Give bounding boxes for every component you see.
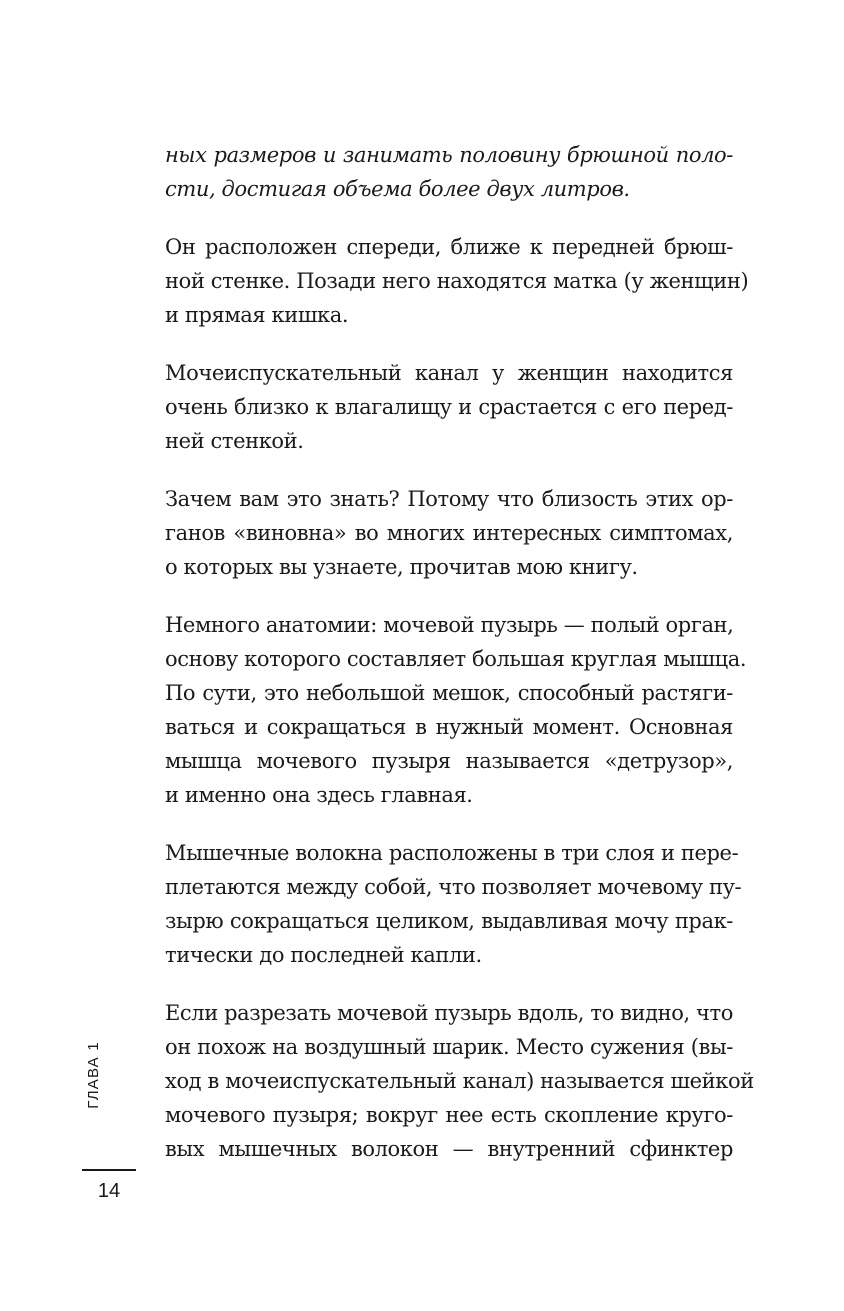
text-line: зырю сокращаться целиком, выдавливая мочу прак- xyxy=(165,909,733,933)
text-line: Мышечные волокна расположены в три слоя и пере- xyxy=(165,841,739,865)
text-line: ход в мочеиспускательный канал) называется шейкой xyxy=(165,1069,754,1093)
chapter-label: ГЛАВА 1 xyxy=(85,1041,102,1109)
text-line: он похож на воздушный шарик. Место сужения (вы- xyxy=(165,1035,733,1059)
paragraph-5 xyxy=(165,608,747,812)
text-line: вых мышечных волокон — внутренний сфинктер xyxy=(165,1137,733,1161)
text-line: сти, достигая объема более двух литров. xyxy=(165,177,630,201)
paragraph-6 xyxy=(165,836,742,972)
text-line: Если разрезать мочевой пузырь вдоль, то видно, что xyxy=(165,1001,733,1025)
paragraph-3 xyxy=(165,356,733,458)
text-line: ной стенке. Позади него находятся матка (у женщин) xyxy=(165,269,749,293)
paragraph-1 xyxy=(165,138,733,206)
text-line: ваться и сокращаться в нужный момент. Основная xyxy=(165,715,733,739)
text-line: о которых вы узнаете, прочитав мою книгу. xyxy=(165,555,638,579)
text-line: ных размеров и занимать половину брюшной поло- xyxy=(165,143,733,167)
folio-divider xyxy=(82,1169,136,1171)
text-line: Зачем вам это знать? Потому что близость этих ор- xyxy=(165,487,733,511)
text-line: Немного анатомии: мочевой пузырь — полый орган, xyxy=(165,613,734,637)
paragraph-2 xyxy=(165,230,749,332)
page-number: 14 xyxy=(97,1180,121,1202)
text-line: тически до последней капли. xyxy=(165,943,482,967)
paragraph-4 xyxy=(165,482,733,584)
text-line: плетаются между собой, что позволяет мочевому пу- xyxy=(165,875,742,899)
text-line: основу которого составляет большая круглая мышца. xyxy=(165,647,747,671)
text-line: По сути, это небольшой мешок, способный растяги- xyxy=(165,681,733,705)
text-line: мочевого пузыря; вокруг нее есть скопление круго- xyxy=(165,1103,733,1127)
text-line: и именно она здесь главная. xyxy=(165,783,473,807)
text-line: Мочеиспускательный канал у женщин находится xyxy=(165,361,733,385)
text-line: ганов «виновна» во многих интересных симптомах, xyxy=(165,521,733,545)
page-body xyxy=(165,138,754,1190)
text-line: очень близко к влагалищу и срастается с его перед- xyxy=(165,395,733,419)
text-line: и прямая кишка. xyxy=(165,303,349,327)
text-line: ней стенкой. xyxy=(165,429,304,453)
paragraph-7 xyxy=(165,996,754,1166)
text-line: Он расположен спереди, ближе к передней брюш- xyxy=(165,235,733,259)
text-line: мышца мочевого пузыря называется «детрузор», xyxy=(165,749,733,773)
